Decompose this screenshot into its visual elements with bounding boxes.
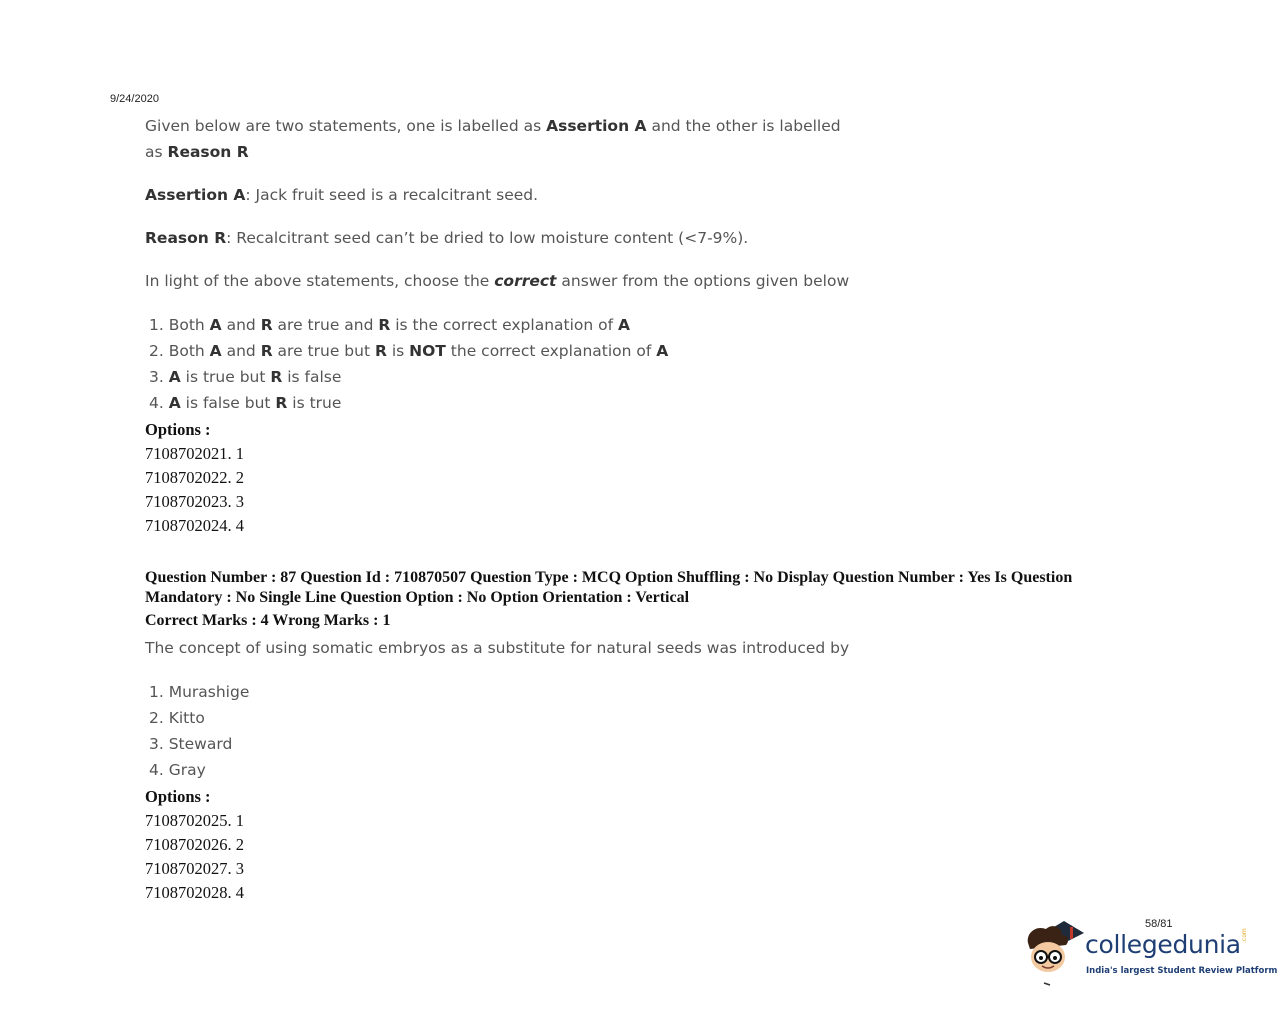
print-date: 9/24/2020 — [110, 93, 159, 105]
brand-suffix: .com — [1241, 928, 1248, 943]
q86-intro-line1 — [145, 117, 841, 135]
q87-choice-4: 4. Gray — [149, 761, 206, 779]
q87-marks: Correct Marks : 4 Wrong Marks : 1 — [145, 612, 391, 629]
choice-r: R — [378, 316, 391, 334]
choice-number: 4. — [149, 394, 169, 412]
choice-text: and — [221, 342, 261, 360]
page-number: 58/81 — [1145, 918, 1173, 930]
q86-instr-emphasis: correct — [494, 272, 557, 290]
choice-text: is true but — [180, 368, 271, 386]
q86-option-3: 7108702023. 3 — [145, 492, 244, 511]
choice-a: A — [209, 342, 222, 360]
q87-question: The concept of using somatic embryos as a substitute for natural seeds was introduced by — [145, 639, 850, 657]
q87-option-2: 7108702026. 2 — [145, 835, 244, 854]
q86-intro-line2 — [145, 143, 249, 161]
choice-a: A — [656, 342, 669, 360]
q86-choice-4 — [149, 394, 341, 412]
choice-a: A — [618, 316, 630, 334]
choice-number: 2. Both — [149, 342, 210, 360]
choice-number: 1. Both — [149, 316, 210, 334]
q86-reason — [145, 229, 748, 247]
q86-options-label: Options : — [145, 420, 211, 439]
choice-r: R — [374, 342, 387, 360]
choice-r: R — [260, 342, 273, 360]
q86-reason-text: : Recalcitrant seed can’t be dried to low moisture content (<7-9%). — [226, 229, 749, 247]
choice-a: A — [168, 368, 181, 386]
q86-assertion-label: Assertion A — [145, 186, 246, 204]
choice-r: R — [260, 316, 273, 334]
choice-text: is false but — [180, 394, 276, 412]
q86-option-1: 7108702021. 1 — [145, 444, 244, 463]
q86-reason-label: Reason R — [145, 229, 227, 247]
q86-intro-mid: and the other is labelled — [646, 117, 841, 135]
q86-intro-assertion: Assertion A — [546, 117, 647, 135]
choice-text: are true and — [272, 316, 379, 334]
q87-meta-line1: Question Number : 87 Question Id : 710870507 Question Type : MCQ Option Shuffling : No Display Question Number : Yes Is Question — [145, 569, 1073, 586]
q86-assertion-text: : Jack fruit seed is a recalcitrant seed. — [245, 186, 539, 204]
q86-instr-post: answer from the options given below — [556, 272, 850, 290]
q86-assertion — [145, 186, 538, 204]
choice-number: 3. — [149, 368, 169, 386]
q86-instruction — [145, 272, 849, 290]
q87-option-3: 7108702027. 3 — [145, 859, 244, 878]
choice-text: and — [221, 316, 261, 334]
q86-choice-2 — [149, 342, 668, 360]
choice-text: the correct explanation of — [445, 342, 657, 360]
q87-choice-3: 3. Steward — [149, 735, 233, 753]
q86-option-4: 7108702024. 4 — [145, 516, 244, 535]
q86-intro-as: as — [145, 143, 168, 161]
q87-options-label: Options : — [145, 787, 211, 806]
q87-meta-line2: Mandatory : No Single Line Question Option : No Option Orientation : Vertical — [145, 589, 690, 606]
q87-option-4: 7108702028. 4 — [145, 883, 244, 902]
q87-choice-1: 1. Murashige — [149, 683, 250, 701]
q86-option-2: 7108702022. 2 — [145, 468, 244, 487]
brand-tagline: India's largest Student Review Platform — [1086, 966, 1278, 976]
q87-choice-2: 2. Kitto — [149, 709, 205, 727]
q86-choice-3 — [149, 368, 341, 386]
choice-not: NOT — [409, 342, 446, 360]
choice-text: is the correct explanation of — [390, 316, 618, 334]
choice-r: R — [275, 394, 288, 412]
q86-choice-1 — [149, 316, 630, 334]
q87-option-1: 7108702025. 1 — [145, 811, 244, 830]
q86-instr-pre: In light of the above statements, choose the — [145, 272, 495, 290]
q86-intro-pre: Given below are two statements, one is labelled as — [145, 117, 547, 135]
choice-a: A — [168, 394, 181, 412]
choice-r: R — [270, 368, 283, 386]
choice-text: is — [386, 342, 410, 360]
choice-text: is false — [282, 368, 342, 386]
choice-a: A — [209, 316, 222, 334]
choice-text: is true — [287, 394, 342, 412]
choice-text: are true but — [272, 342, 375, 360]
q86-intro-reason: Reason R — [167, 143, 249, 161]
brand-wordmark: collegedunia — [1085, 930, 1241, 959]
